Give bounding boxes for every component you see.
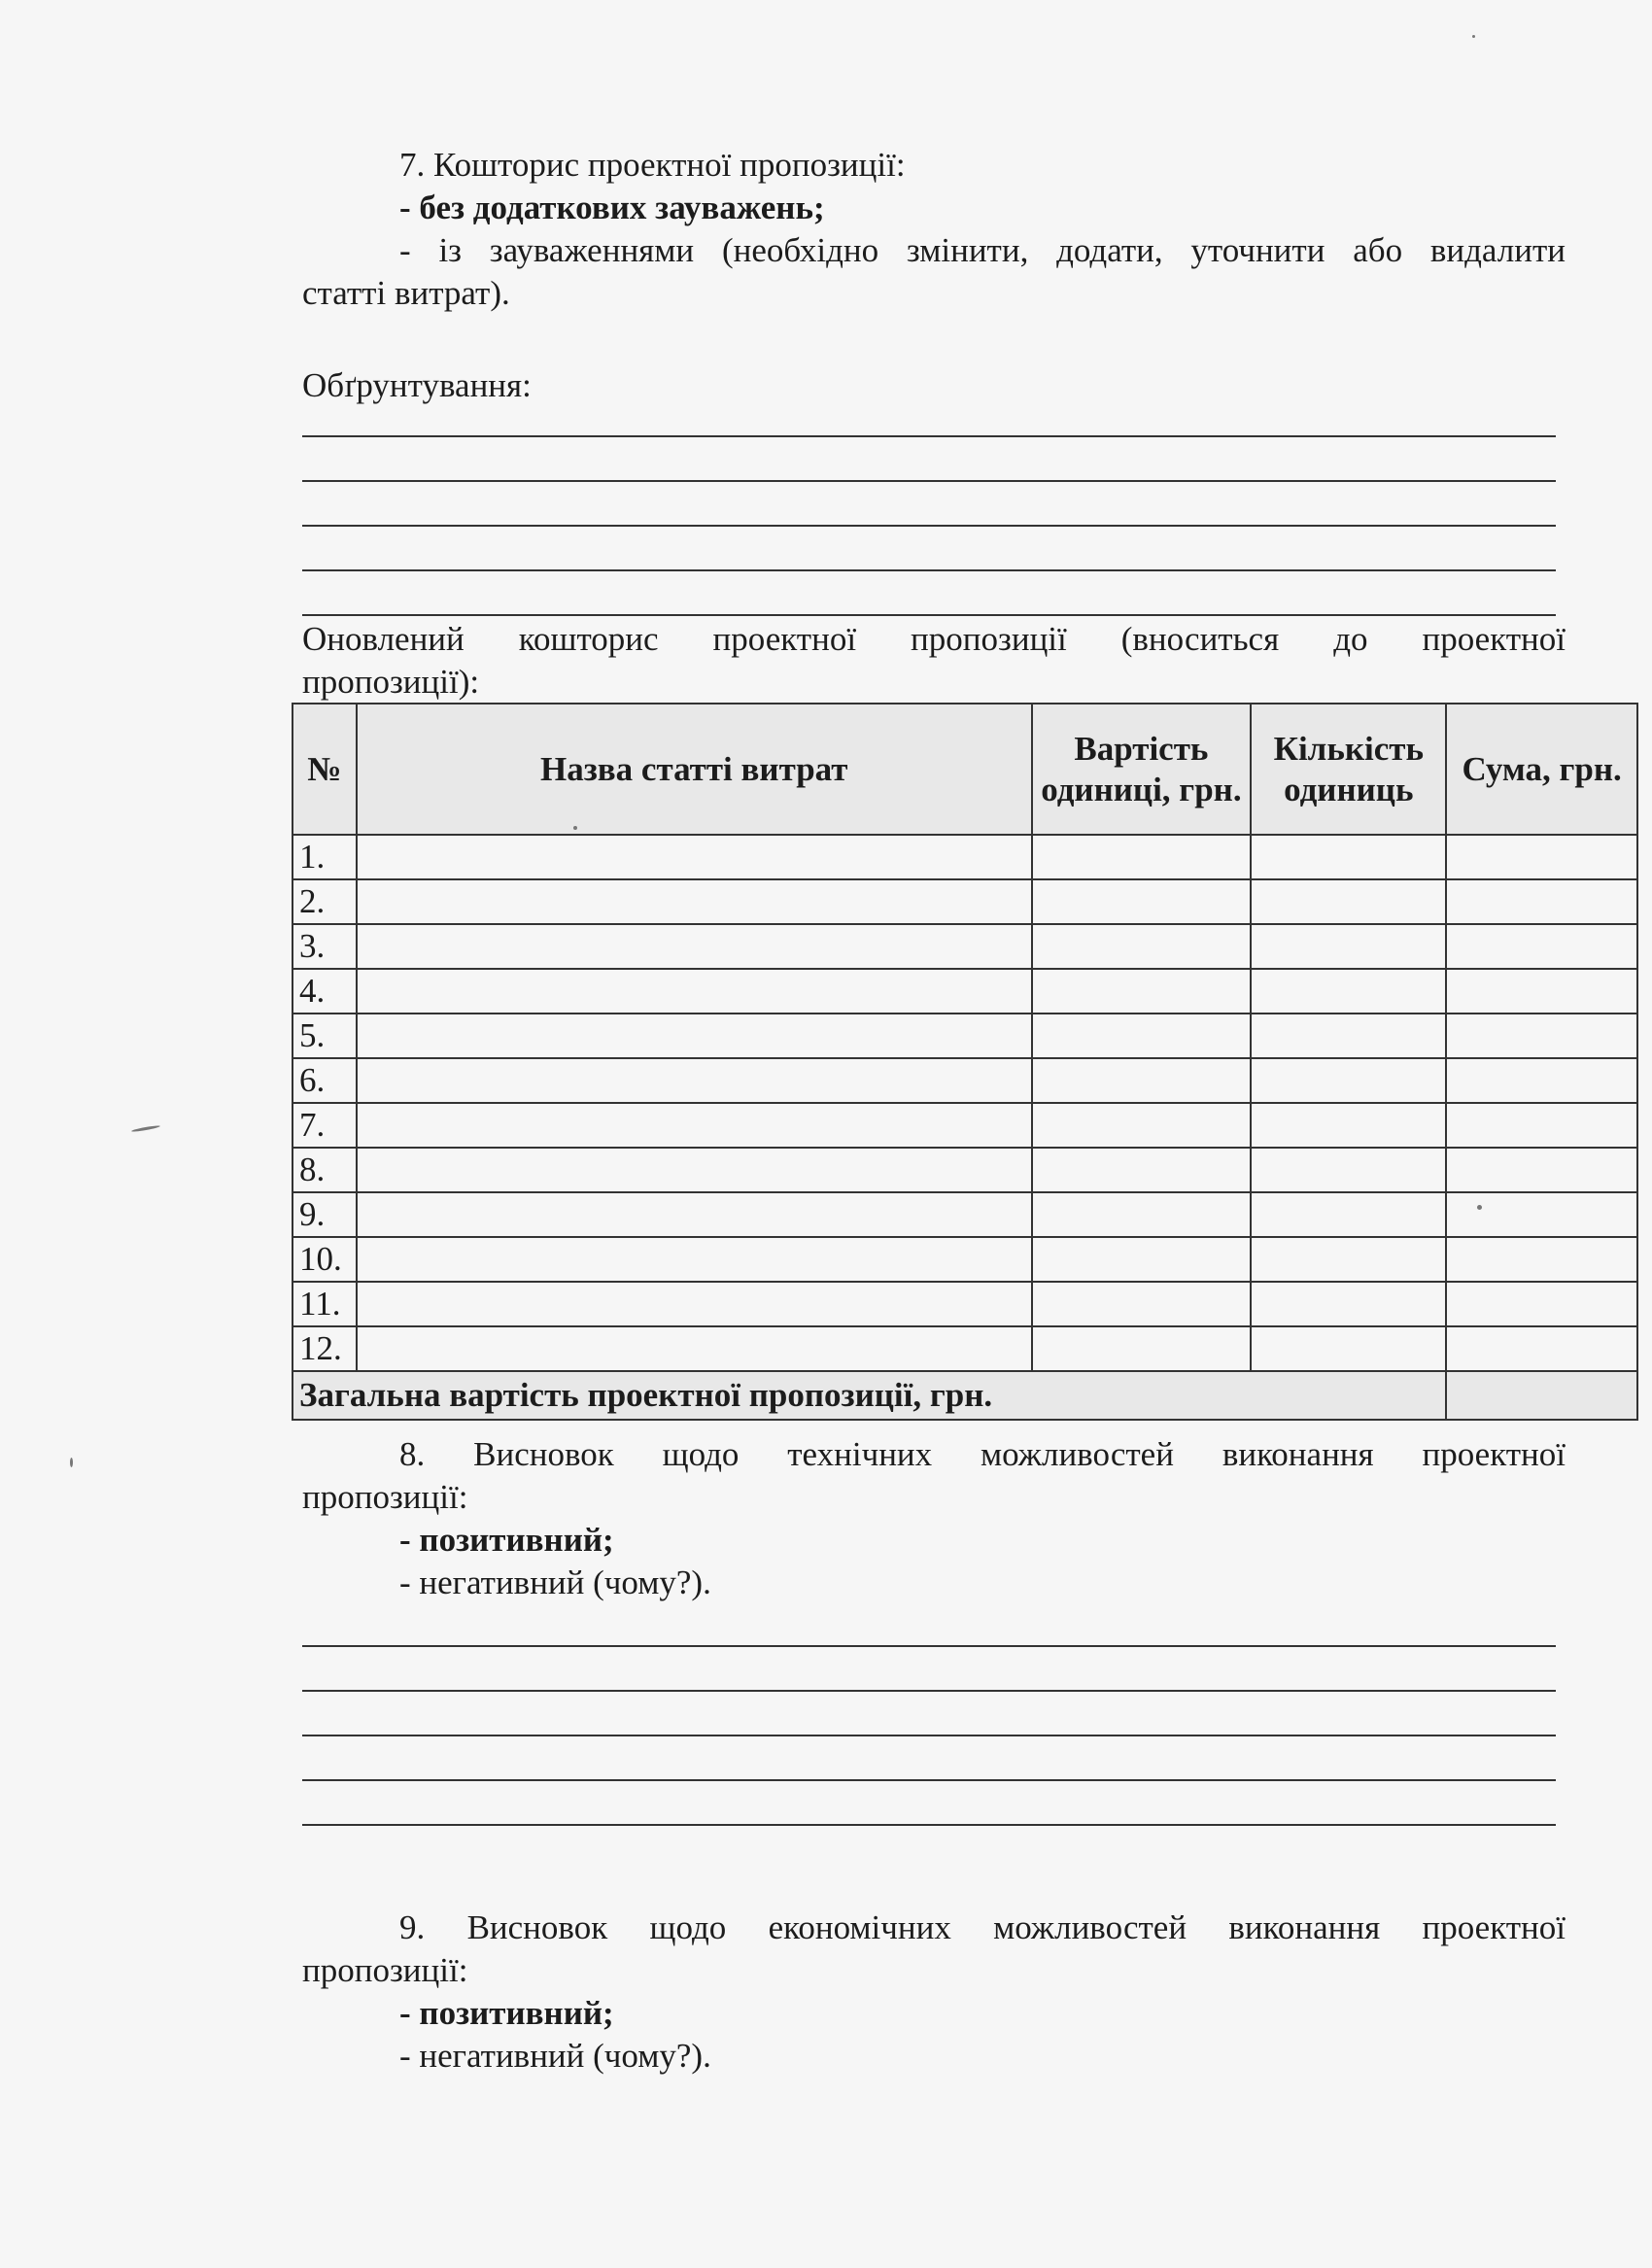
sum-cell[interactable] [1446, 924, 1637, 969]
section-7-option-with-remarks: - із зауваженнями (необхідно змінити, додати, уточнити або видалити [399, 231, 1566, 269]
sum-cell[interactable] [1446, 879, 1637, 924]
quantity-cell[interactable] [1251, 1326, 1446, 1371]
expense-name-cell[interactable] [357, 879, 1032, 924]
expense-name-cell[interactable] [357, 1014, 1032, 1058]
row-number: 9. [293, 1192, 357, 1237]
unit-cost-cell[interactable] [1032, 1148, 1252, 1192]
sum-cell[interactable] [1446, 1326, 1637, 1371]
table-row [293, 924, 1637, 969]
quantity-cell[interactable] [1251, 924, 1446, 969]
scan-speck [573, 826, 577, 830]
table-row [293, 1237, 1637, 1282]
header-quantity: Кількість одиниць [1251, 704, 1446, 835]
justification-label: Обґрунтування: [302, 366, 532, 404]
header-unit-cost: Вартість одиниці, грн. [1032, 704, 1252, 835]
expense-name-cell[interactable] [357, 1148, 1032, 1192]
section-9-heading-cont: пропозиції: [302, 1951, 468, 1989]
unit-cost-cell[interactable] [1032, 1237, 1252, 1282]
row-number: 4. [293, 969, 357, 1014]
quantity-cell[interactable] [1251, 1282, 1446, 1326]
sum-cell[interactable] [1446, 1237, 1637, 1282]
updated-budget-caption-line1: Оновлений кошторис проектної пропозиції (вноситься до проектної [302, 620, 1566, 658]
table-row [293, 879, 1637, 924]
total-label: Загальна вартість проектної пропозиції, грн. [293, 1371, 1446, 1420]
row-number: 7. [293, 1103, 357, 1148]
table-row [293, 1103, 1637, 1148]
quantity-cell[interactable] [1251, 1192, 1446, 1237]
table-row [293, 1014, 1637, 1058]
scan-speck [1472, 35, 1475, 38]
table-row [293, 969, 1637, 1014]
section-9-positive: - позитивний; [399, 1994, 614, 2032]
writing-line[interactable] [302, 1690, 1556, 1692]
sum-cell[interactable] [1446, 1014, 1637, 1058]
quantity-cell[interactable] [1251, 1014, 1446, 1058]
writing-line[interactable] [302, 569, 1556, 571]
row-number: 1. [293, 835, 357, 879]
section-9-heading: 9. Висновок щодо економічних можливостей виконання проектної [399, 1908, 1566, 1946]
expense-name-cell[interactable] [357, 835, 1032, 879]
writing-line[interactable] [302, 1779, 1556, 1781]
sum-cell[interactable] [1446, 1058, 1637, 1103]
unit-cost-cell[interactable] [1032, 879, 1252, 924]
sum-cell[interactable] [1446, 969, 1637, 1014]
writing-line[interactable] [302, 1645, 1556, 1647]
unit-cost-cell[interactable] [1032, 1058, 1252, 1103]
sum-cell[interactable] [1446, 835, 1637, 879]
writing-line[interactable] [302, 435, 1556, 437]
section-7-option-no-remarks: - без додаткових зауважень; [399, 189, 825, 226]
unit-cost-cell[interactable] [1032, 1326, 1252, 1371]
table-row [293, 1058, 1637, 1103]
table-row [293, 1282, 1637, 1326]
writing-line[interactable] [302, 480, 1556, 482]
section-8-negative: - негативний (чому?). [399, 1564, 711, 1601]
section-7-heading: 7. Кошторис проектної пропозиції: [399, 146, 906, 184]
section-9-negative: - негативний (чому?). [399, 2037, 711, 2075]
unit-cost-cell[interactable] [1032, 1282, 1252, 1326]
table-total-row [293, 1371, 1637, 1420]
writing-line[interactable] [302, 525, 1556, 527]
quantity-cell[interactable] [1251, 1058, 1446, 1103]
writing-line[interactable] [302, 1735, 1556, 1736]
row-number: 5. [293, 1014, 357, 1058]
updated-budget-caption-line2: пропозиції): [302, 663, 480, 701]
section-8-heading-cont: пропозиції: [302, 1478, 468, 1516]
row-number: 3. [293, 924, 357, 969]
scan-speck [131, 1124, 160, 1132]
expense-name-cell[interactable] [357, 1103, 1032, 1148]
section-7 [302, 144, 1566, 315]
sum-cell[interactable] [1446, 1148, 1637, 1192]
expense-name-cell[interactable] [357, 1237, 1032, 1282]
writing-line[interactable] [302, 614, 1556, 616]
table-row [293, 1326, 1637, 1371]
header-expense-name: Назва статті витрат [357, 704, 1032, 835]
scan-speck [70, 1458, 73, 1467]
table-row [293, 1192, 1637, 1237]
row-number: 12. [293, 1326, 357, 1371]
budget-table [292, 703, 1638, 1421]
unit-cost-cell[interactable] [1032, 1103, 1252, 1148]
sum-cell[interactable] [1446, 1103, 1637, 1148]
quantity-cell[interactable] [1251, 1148, 1446, 1192]
quantity-cell[interactable] [1251, 969, 1446, 1014]
unit-cost-cell[interactable] [1032, 1014, 1252, 1058]
quantity-cell[interactable] [1251, 1103, 1446, 1148]
total-sum-cell[interactable] [1446, 1371, 1637, 1420]
section-9 [302, 1907, 1566, 2078]
expense-name-cell[interactable] [357, 969, 1032, 1014]
section-7-option-with-remarks-cont: статті витрат). [302, 274, 510, 312]
header-number: № [293, 704, 357, 835]
expense-name-cell[interactable] [357, 924, 1032, 969]
expense-name-cell[interactable] [357, 1282, 1032, 1326]
row-number: 11. [293, 1282, 357, 1326]
table-row [293, 1148, 1637, 1192]
table-header-row [293, 704, 1637, 835]
unit-cost-cell[interactable] [1032, 1192, 1252, 1237]
quantity-cell[interactable] [1251, 1237, 1446, 1282]
unit-cost-cell[interactable] [1032, 835, 1252, 879]
row-number: 10. [293, 1237, 357, 1282]
scan-speck [1477, 1205, 1482, 1210]
updated-budget-caption [302, 618, 1566, 704]
section-8-lines[interactable] [302, 1645, 1556, 1869]
section-8-heading: 8. Висновок щодо технічних можливостей виконання проектної [399, 1435, 1566, 1473]
expense-name-cell[interactable] [357, 1192, 1032, 1237]
unit-cost-cell[interactable] [1032, 969, 1252, 1014]
expense-name-cell[interactable] [357, 1058, 1032, 1103]
row-number: 6. [293, 1058, 357, 1103]
expense-name-cell[interactable] [357, 1326, 1032, 1371]
table-row [293, 835, 1637, 879]
quantity-cell[interactable] [1251, 879, 1446, 924]
row-number: 2. [293, 879, 357, 924]
sum-cell[interactable] [1446, 1192, 1637, 1237]
row-number: 8. [293, 1148, 357, 1192]
writing-line[interactable] [302, 1824, 1556, 1826]
header-sum: Сума, грн. [1446, 704, 1637, 835]
section-8-positive: - позитивний; [399, 1521, 614, 1559]
unit-cost-cell[interactable] [1032, 924, 1252, 969]
sum-cell[interactable] [1446, 1282, 1637, 1326]
quantity-cell[interactable] [1251, 835, 1446, 879]
section-8 [302, 1433, 1566, 1604]
